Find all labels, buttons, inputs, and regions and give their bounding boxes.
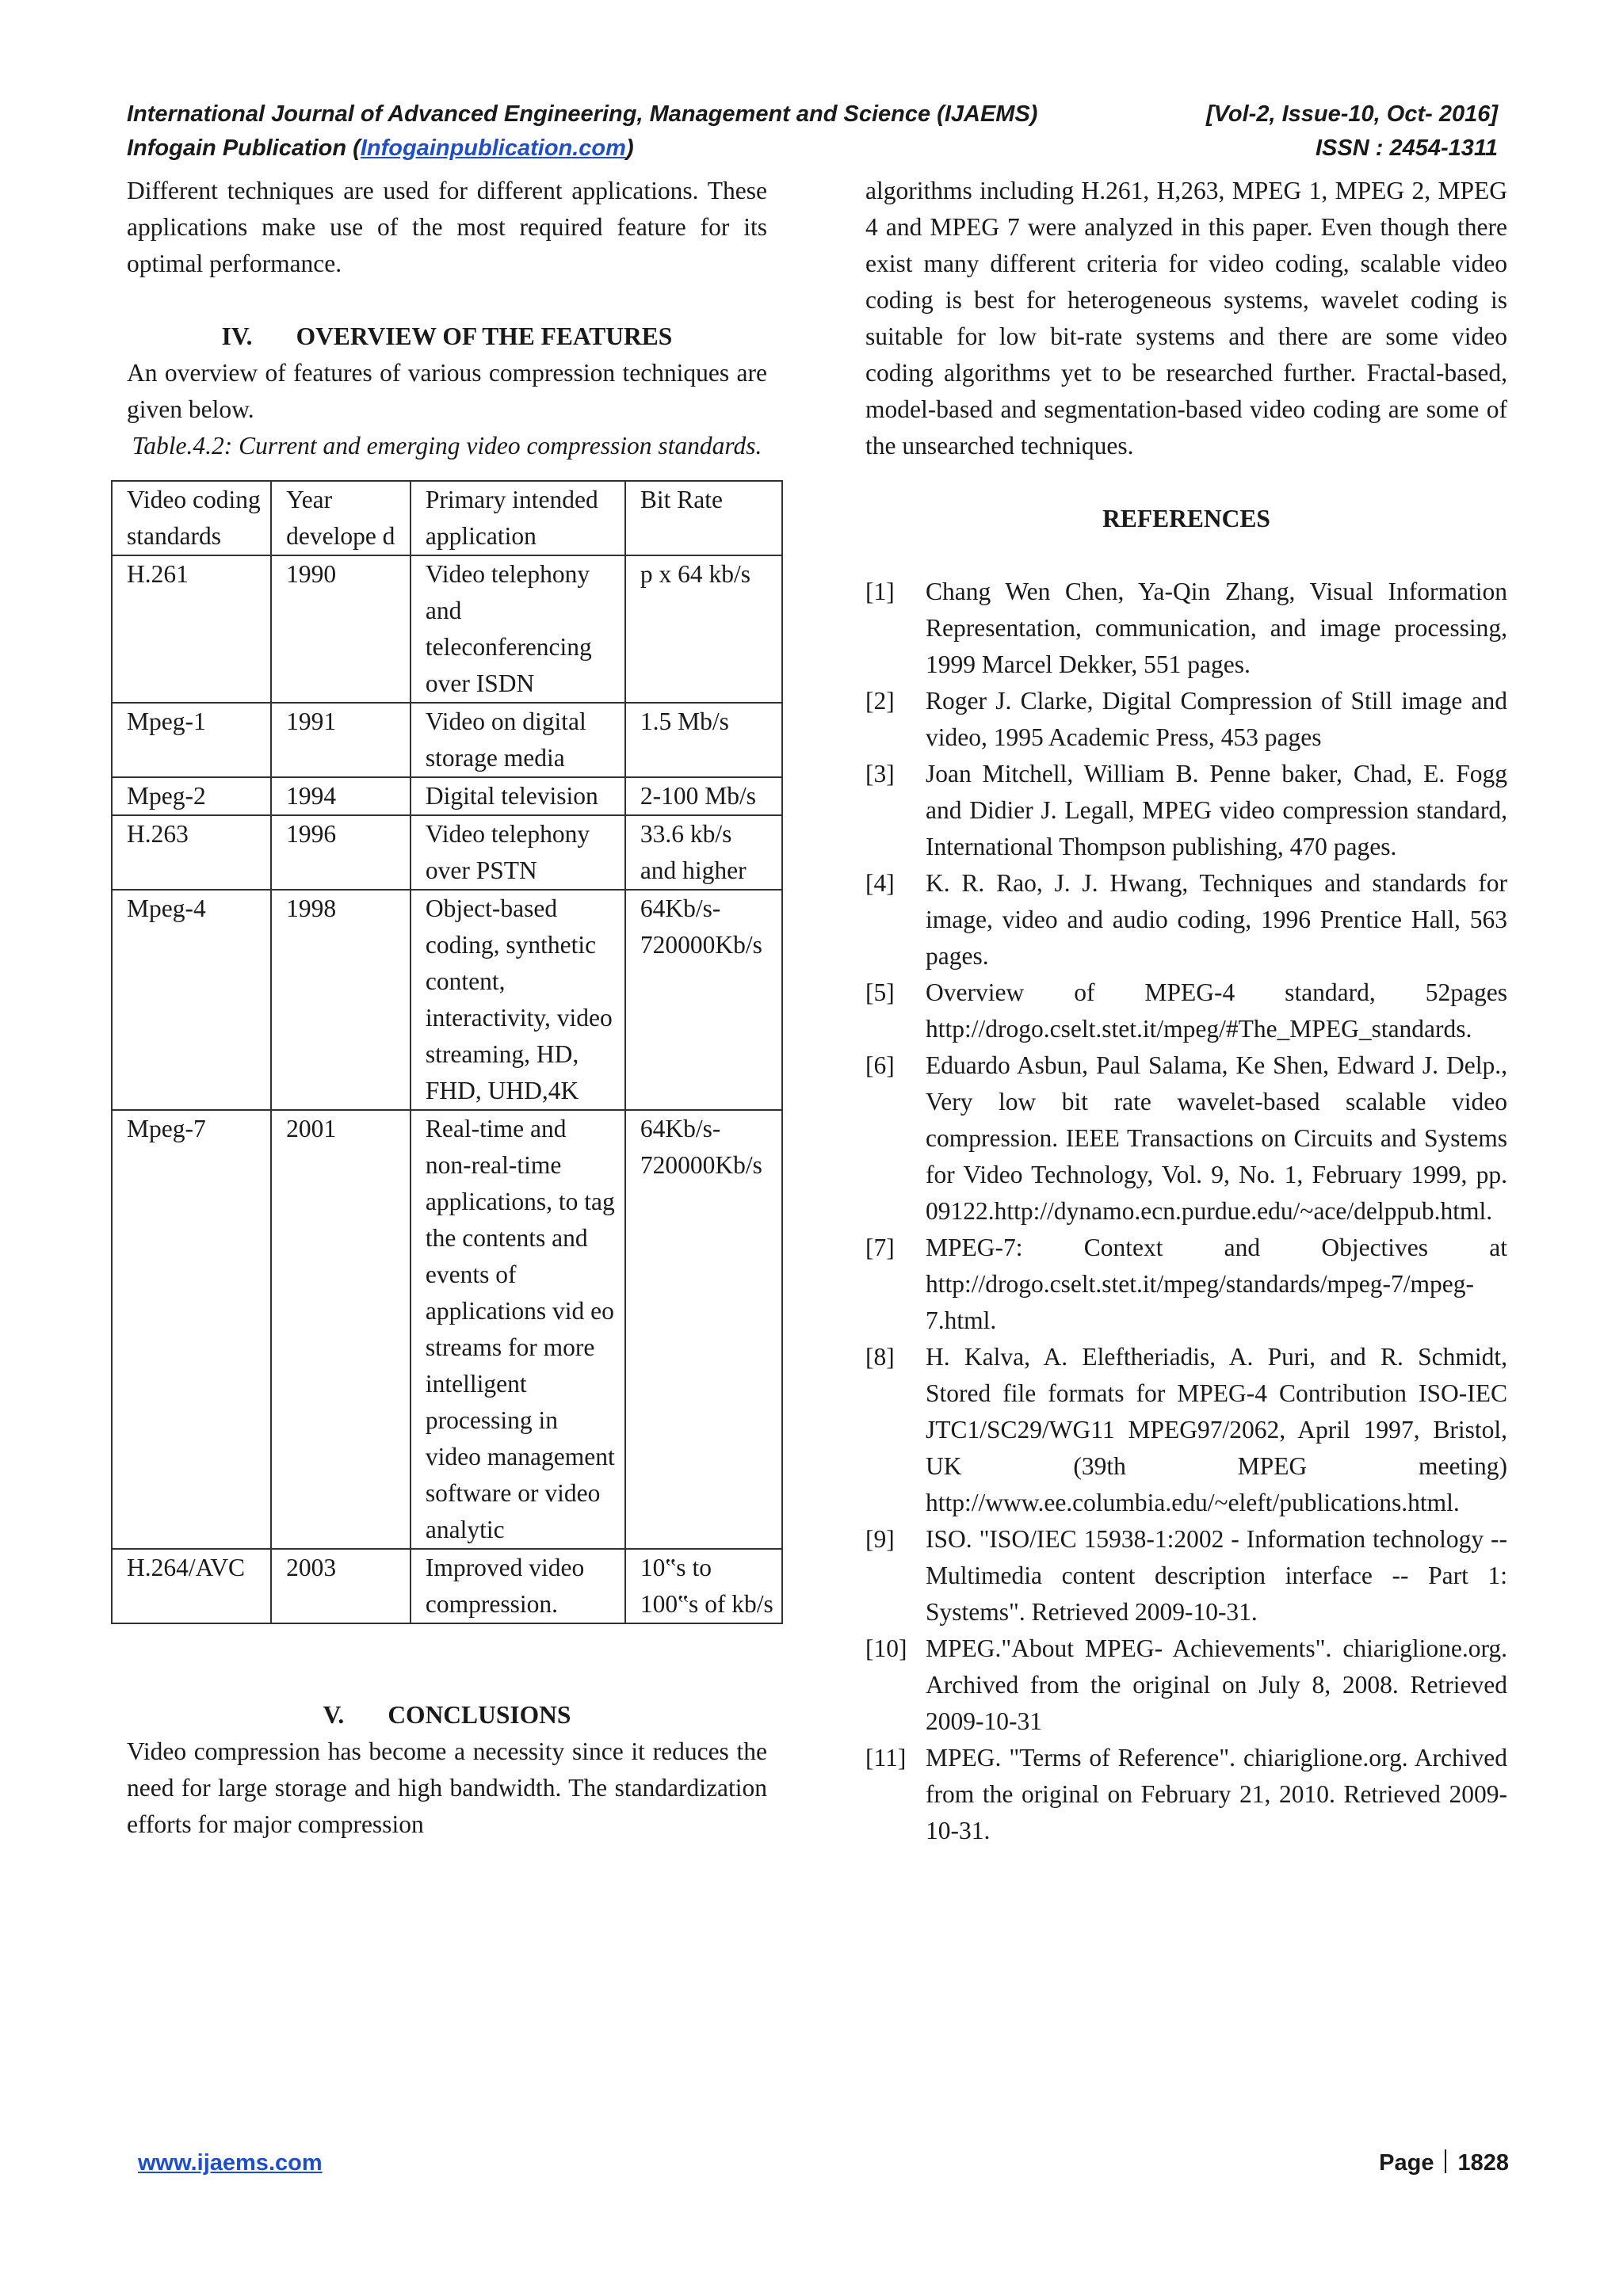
table-cell: p x 64 kb/s xyxy=(625,555,782,703)
table-cell: Video telephony and teleconferencing over ISDN xyxy=(411,555,625,703)
table-cell: Digital television xyxy=(411,777,625,815)
table-cell: H.263 xyxy=(112,815,271,890)
header-cell: Video coding standards xyxy=(112,481,271,555)
table-row xyxy=(112,777,782,815)
table-cell: 2003 xyxy=(271,1549,411,1623)
table-cell: 33.6 kb/s and higher xyxy=(625,815,782,890)
table-cell: Improved video compression. xyxy=(411,1549,625,1623)
table-cell: Object-based coding, synthetic content, interactivity, video streaming, HD, FHD, UHD,4K xyxy=(411,890,625,1110)
table-row xyxy=(112,703,782,777)
reference-number: [1] xyxy=(865,578,895,605)
table-cell: 1.5 Mb/s xyxy=(625,703,782,777)
website-link[interactable]: www.ijaems.com xyxy=(138,2150,323,2176)
section-4-heading: IV. OVERVIEW OF THE FEATURES xyxy=(221,322,673,350)
table-cell: 10‟s to 100‟s of kb/s xyxy=(625,1549,782,1623)
intro-paragraph: Different techniques are used for different applications. These applications make use of the most required feature for its optimal performance. xyxy=(127,177,767,277)
table-cell: Mpeg-2 xyxy=(112,777,271,815)
reference-text: Chang Wen Chen, Ya-Qin Zhang, Visual Information Representation, communication, and image processing, 1999 Marcel Dekker, 551 pages. xyxy=(926,578,1507,678)
table-cell: 2-100 Mb/s xyxy=(625,777,782,815)
table-cell: 1996 xyxy=(271,815,411,890)
table-cell: 64Kb/s-720000Kb/s xyxy=(625,1110,782,1549)
table-row xyxy=(112,815,782,890)
publisher-header xyxy=(127,132,1498,164)
page-number: 1828 xyxy=(1457,2150,1509,2176)
reference-text: MPEG-7: Context and Objectives at http://drogo.cselt.stet.it/mpeg/standards/mpeg-7/mpeg-7.html. xyxy=(926,1234,1507,1334)
volume-info: [Vol-2, Issue-10, Oct- 2016] xyxy=(1205,101,1498,127)
reference-item xyxy=(865,1630,1507,1740)
table-header-row xyxy=(112,481,782,555)
reference-item xyxy=(865,1230,1507,1339)
reference-text: ISO. "ISO/IEC 15938-1:2002 - Information technology -- Multimedia content description interface -- Part 1: Systems". Retrieved 2009-10-31. xyxy=(926,1525,1507,1626)
journal-title: International Journal of Advanced Engineering, Management and Science (IJAEMS) xyxy=(127,101,1038,127)
table-cell: Mpeg-1 xyxy=(112,703,271,777)
reference-item xyxy=(865,574,1507,683)
journal-header xyxy=(127,98,1498,130)
table-cell: H.264/AVC xyxy=(112,1549,271,1623)
table-cell: H.261 xyxy=(112,555,271,703)
reference-text: MPEG."About MPEG- Achievements". chiariglione.org. Archived from the original on July 8, 2008. Retrieved 2009-10-31 xyxy=(926,1634,1507,1735)
reference-number: [10] xyxy=(865,1634,907,1662)
table-cell: Video on digital storage media xyxy=(411,703,625,777)
section-5-text: Video compression has become a necessity since it reduces the need for large storage and high bandwidth. The standardization efforts for major compression xyxy=(127,1737,767,1838)
header-cell: Year develope d xyxy=(271,481,411,555)
reference-text: Joan Mitchell, William B. Penne baker, Chad, E. Fogg and Didier J. Legall, MPEG video compression standard, International Thompson publishing, 470 pages. xyxy=(926,760,1507,860)
left-column xyxy=(127,173,773,1843)
table-row xyxy=(112,1549,782,1623)
reference-item xyxy=(865,865,1507,974)
table-cell: 1994 xyxy=(271,777,411,815)
table-cell: 2001 xyxy=(271,1110,411,1549)
publisher-link[interactable]: Infogainpublication.com xyxy=(360,135,626,161)
reference-number: [4] xyxy=(865,869,895,897)
page-footer xyxy=(138,2147,1509,2179)
page-number-block xyxy=(1379,2147,1509,2179)
page-divider xyxy=(1445,2149,1446,2173)
reference-item xyxy=(865,1339,1507,1521)
table-cell: Mpeg-4 xyxy=(112,890,271,1110)
header-cell: Bit Rate xyxy=(625,481,782,555)
reference-number: [2] xyxy=(865,687,895,715)
reference-number: [8] xyxy=(865,1343,895,1371)
references-list xyxy=(865,574,1507,1849)
reference-number: [9] xyxy=(865,1525,895,1553)
table-cell: 64Kb/s-720000Kb/s xyxy=(625,890,782,1110)
reference-number: [7] xyxy=(865,1234,895,1261)
publisher-prefix: Infogain Publication ( xyxy=(127,135,361,161)
video-standards-table xyxy=(111,480,783,1624)
reference-item xyxy=(865,974,1507,1047)
table-cell: Mpeg-7 xyxy=(112,1110,271,1549)
reference-text: MPEG. "Terms of Reference". chiariglione.org. Archived from the original on February 21, 2010. Retrieved 2009-10-31. xyxy=(926,1744,1507,1844)
reference-number: [11] xyxy=(865,1744,907,1772)
reference-item xyxy=(865,683,1507,756)
reference-text: Eduardo Asbun, Paul Salama, Ke Shen, Edward J. Delp., Very low bit rate wavelet-based scalable video compression. IEEE Transactions on Circuits and Systems for Video Technology, Vol. 9, No. 1, February 1999, pp. 09122.http://dynamo.ecn.purdue.edu/~ace/delppub.html. xyxy=(926,1051,1507,1225)
reference-number: [6] xyxy=(865,1051,895,1079)
reference-item xyxy=(865,1521,1507,1630)
table-cell: Real-time and non-real-time applications, to tag the contents and events of applications vid eo streams for more intelligent processing in video management software or video analytic xyxy=(411,1110,625,1549)
page-label: Page xyxy=(1379,2150,1434,2176)
issn: ISSN : 2454-1311 xyxy=(1316,135,1498,161)
publisher-suffix: ) xyxy=(625,135,634,161)
table-row xyxy=(112,1110,782,1549)
header-cell: Primary intended application xyxy=(411,481,625,555)
reference-text: Overview of MPEG-4 standard, 52pages http://drogo.cselt.stet.it/mpeg/#The_MPEG_standards. xyxy=(926,978,1507,1043)
table-row xyxy=(112,890,782,1110)
reference-text: Roger J. Clarke, Digital Compression of Still image and video, 1995 Academic Press, 453 pages xyxy=(926,687,1507,751)
section-4-text: An overview of features of various compression techniques are given below. xyxy=(127,359,767,423)
reference-number: [3] xyxy=(865,760,895,788)
right-column xyxy=(865,173,1507,1849)
table-cell: 1990 xyxy=(271,555,411,703)
reference-number: [5] xyxy=(865,978,895,1006)
conclusion-continued: algorithms including H.261, H,263, MPEG 1, MPEG 2, MPEG 4 and MPEG 7 were analyzed in this paper. Even though there exist many different criteria for video coding, scalable video coding is best for heterogeneous systems, wavelet coding is suitable for low bit-rate systems and there are some video coding algorithms yet to be researched further. Fractal-based, model-based and segmentation-based video coding are some of the unsearched techniques. xyxy=(865,177,1507,460)
table-row xyxy=(112,555,782,703)
reference-item xyxy=(865,1740,1507,1849)
table-cell: 1991 xyxy=(271,703,411,777)
table-caption: Table.4.2: Current and emerging video compression standards. xyxy=(132,432,762,460)
references-heading: REFERENCES xyxy=(1102,505,1270,532)
table-cell: 1998 xyxy=(271,890,411,1110)
reference-item xyxy=(865,1047,1507,1230)
reference-text: H. Kalva, A. Eleftheriadis, A. Puri, and R. Schmidt, Stored file formats for MPEG-4 Contribution ISO-IEC JTC1/SC29/WG11 MPEG97/2062, April 1997, Bristol, UK (39th MPEG meeting) http://www.ee.columbia.edu/~eleft/publications.html. xyxy=(926,1343,1507,1516)
reference-text: K. R. Rao, J. J. Hwang, Techniques and standards for image, video and audio coding, 1996 Prentice Hall, 563 pages. xyxy=(926,869,1507,970)
table-cell: Video telephony over PSTN xyxy=(411,815,625,890)
reference-item xyxy=(865,756,1507,865)
section-5-heading: V. CONCLUSIONS xyxy=(323,1701,571,1729)
